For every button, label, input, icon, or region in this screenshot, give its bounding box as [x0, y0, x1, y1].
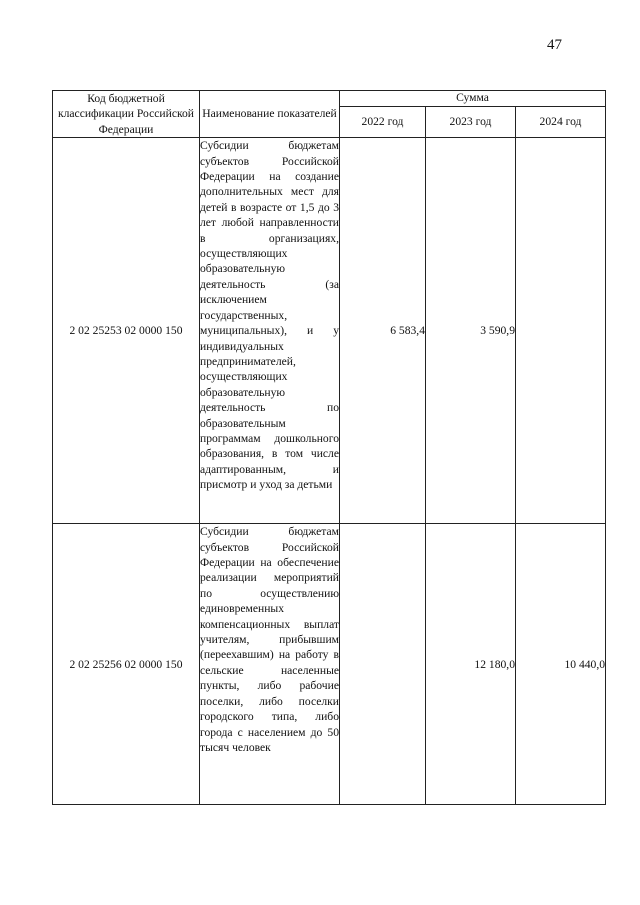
row-value-2023: 12 180,0 [426, 524, 516, 805]
budget-table [52, 90, 606, 805]
header-code: Код бюджетной классификации Российской Федерации [53, 91, 200, 138]
page-number: 47 [547, 37, 562, 53]
header-sum: Сумма [340, 91, 606, 107]
header-year-2022: 2022 год [340, 106, 426, 137]
table-row [53, 138, 606, 524]
row-value-2022 [340, 524, 426, 805]
table-row [53, 524, 606, 805]
row-value-2024 [516, 138, 606, 524]
row-value-2023: 3 590,9 [426, 138, 516, 524]
table-header-row [53, 91, 606, 107]
row-code: 2 02 25253 02 0000 150 [53, 138, 200, 524]
header-name: Наименование показателей [200, 91, 340, 138]
header-year-2023: 2023 год [426, 106, 516, 137]
row-value-2022: 6 583,4 [340, 138, 426, 524]
row-code: 2 02 25256 02 0000 150 [53, 524, 200, 805]
row-name: Субсидии бюджетам субъектов Российской Федерации на обеспечение реализации мероприятий по осуществлению единовременных компенсационных выплат учителям, прибывшим (переехавшим) на работу в сельские населенные пункты, либо рабочие поселки, либо поселки городского типа, либо города с населением до 50 тысяч человек [200, 524, 340, 805]
header-year-2024: 2024 год [516, 106, 606, 137]
row-name: Субсидии бюджетам субъектов Российской Федерации на создание дополнительных мест для детей в возрасте от 1,5 до 3 лет любой направленности в организациях, осуществляющих образовательную деятельность (за исключением государственных, муниципальных), и у индивидуальных предпринимателей, осуществляющих образовательную деятельность по образовательным программам дошкольного образования, в том числе адаптированным, и присмотр и уход за детьми [200, 138, 340, 524]
row-value-2024: 10 440,0 [516, 524, 606, 805]
